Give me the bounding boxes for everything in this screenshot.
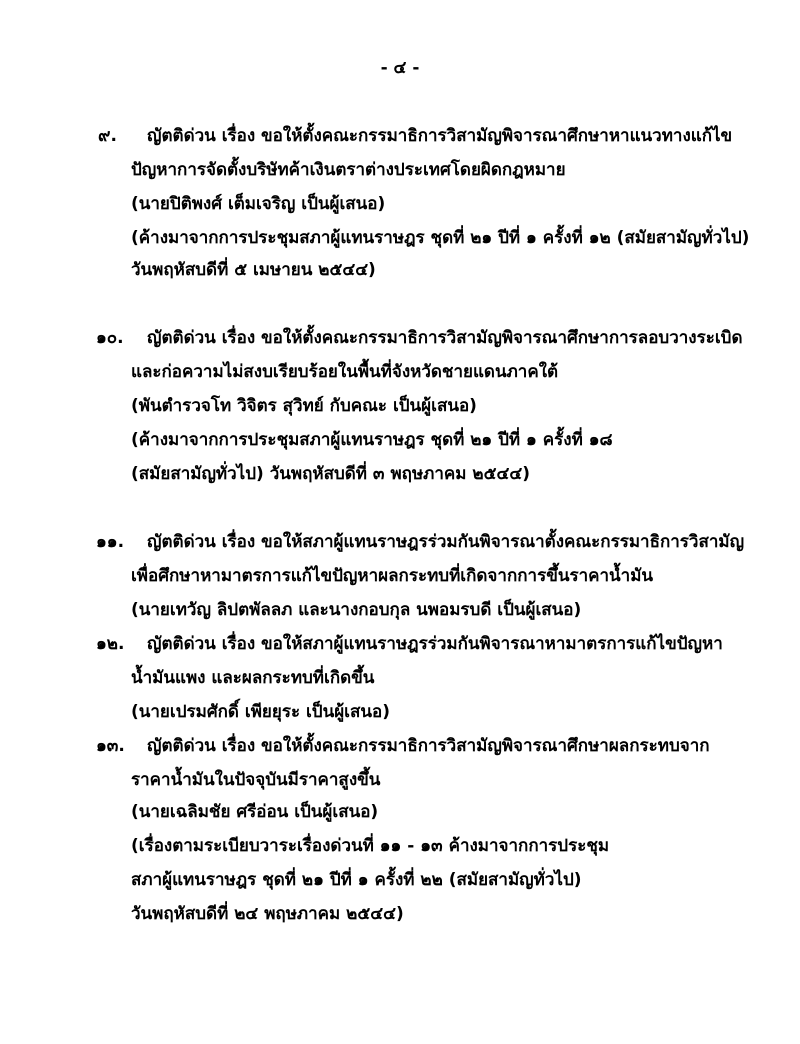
item-line: ราคาน้ำมันในปัจจุบันมีราคาสูงขึ้น — [131, 770, 381, 790]
item-line: (พันตำรวจโท วิจิตร สุวิทย์ กับคณะ เป็นผู้เสนอ) — [131, 396, 477, 416]
item-line: (นายเฉลิมชัย ศรีอ่อน เป็นผู้เสนอ) — [131, 802, 379, 822]
item-number: ๑๓. — [96, 736, 125, 756]
item-line: ญัตติด่วน เรื่อง ขอให้ตั้งคณะกรรมาธิการวิสามัญพิจารณาศึกษาผลกระทบจาก — [147, 736, 710, 756]
item-line: ญัตติด่วน เรื่อง ขอให้สภาผู้แทนราษฎรร่วมกันพิจารณาหามาตรการแก้ไขปัญหา — [147, 634, 723, 654]
item-line: (นายปิติพงศ์ เต็มเจริญ เป็นผู้เสนอ) — [131, 194, 386, 214]
item-line: ญัตติด่วน เรื่อง ขอให้ตั้งคณะกรรมาธิการวิสามัญพิจารณาศึกษาหาแนวทางแก้ไข — [147, 126, 733, 146]
item-line: เพื่อศึกษาหามาตรการแก้ไขปัญหาผลกระทบที่เกิดจากการขึ้นราคาน้ำมัน — [131, 566, 654, 586]
item-line: (ค้างมาจากการประชุมสภาผู้แทนราษฎร ชุดที่ ๒๑ ปีที่ ๑ ครั้งที่ ๑๘ — [131, 430, 613, 450]
item-line: วันพฤหัสบดีที่ ๒๔ พฤษภาคม ๒๕๔๔) — [131, 904, 404, 924]
item-line: (ค้างมาจากการประชุมสภาผู้แทนราษฎร ชุดที่ ๒๑ ปีที่ ๑ ครั้งที่ ๑๒ (สมัยสามัญทั่วไป) — [131, 228, 750, 248]
item-line: สภาผู้แทนราษฎร ชุดที่ ๒๑ ปีที่ ๑ ครั้งที่ ๒๒ (สมัยสามัญทั่วไป) — [131, 870, 582, 890]
item-line: ปัญหาการจัดตั้งบริษัทค้าเงินตราต่างประเทศโดยผิดกฎหมาย — [131, 160, 566, 180]
item-line: และก่อความไม่สงบเรียบร้อยในพื้นที่จังหวัดชายแดนภาคใต้ — [131, 362, 559, 382]
item-number: ๑๒. — [96, 634, 125, 654]
page-number: - ๔ - — [380, 58, 420, 78]
item-line: (นายเทวัญ ลิปตพัลลภ และนางกอบกุล นพอมรบดี เป็นผู้เสนอ) — [131, 600, 582, 620]
item-line: (เรื่องตามระเบียบวาระเรื่องด่วนที่ ๑๑ - ๑๓ ค้างมาจากการประชุม — [131, 836, 610, 856]
item-line: ญัตติด่วน เรื่อง ขอให้ตั้งคณะกรรมาธิการวิสามัญพิจารณาศึกษาการลอบวางระเบิด — [147, 328, 743, 348]
item-number: ๑๑. — [96, 532, 125, 552]
item-line: วันพฤหัสบดีที่ ๕ เมษายน ๒๕๔๔) — [131, 260, 376, 280]
item-line: น้ำมันแพง และผลกระทบที่เกิดขึ้น — [131, 668, 375, 688]
item-number: ๑๐. — [96, 328, 124, 348]
item-line: ญัตติด่วน เรื่อง ขอให้สภาผู้แทนราษฎรร่วมกันพิจารณาตั้งคณะกรรมาธิการวิสามัญ — [147, 532, 745, 552]
item-number: ๙. — [98, 126, 117, 146]
item-line: (สมัยสามัญทั่วไป) วันพฤหัสบดีที่ ๓ พฤษภาคม ๒๕๔๔) — [131, 464, 530, 484]
item-line: (นายเปรมศักดิ์ เพียยุระ เป็นผู้เสนอ) — [131, 702, 390, 722]
